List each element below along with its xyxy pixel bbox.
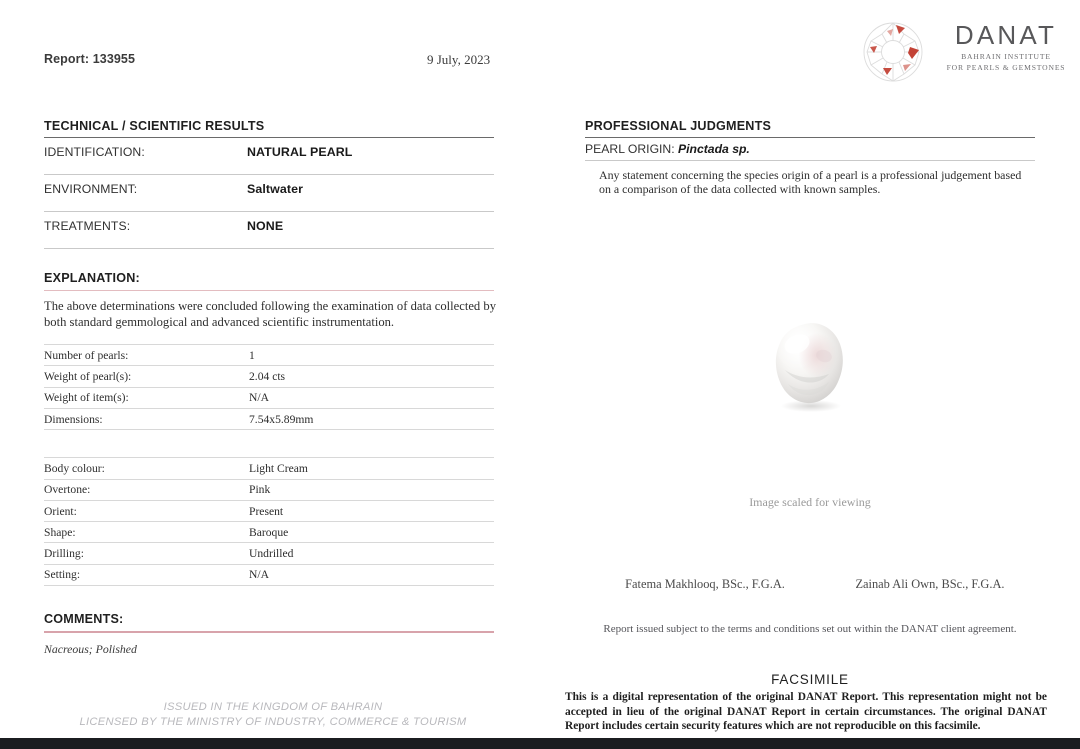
row-label: TREATMENTS: [44, 219, 131, 233]
signature-block [585, 577, 1035, 592]
detail-value: 1 [249, 348, 255, 362]
facsimile-disclaimer: This is a digital representation of the original DANAT Report. This representation might not be accepted in lieu of the original DANAT Report in certain circumstances. The original DANAT Report includes certain security features which are not reproducible on this facsimile. [565, 691, 1047, 733]
detail-label: Orient: [44, 504, 77, 518]
right-column [585, 119, 1035, 197]
facsimile-title: FACSIMILE [771, 672, 849, 687]
explanation-body: The above determinations were concluded following the examination of data collected by both standard gemmological and advanced scientific instrumentation. [44, 299, 496, 329]
detail-row [44, 480, 494, 500]
detail-value: Light Cream [249, 461, 308, 475]
details-group-one [44, 344, 494, 430]
technical-row-identification [44, 138, 494, 174]
image-caption: Image scaled for viewing [749, 495, 871, 509]
gem-facet-logo-icon [855, 16, 931, 88]
divider-accent [44, 631, 494, 633]
detail-value: Baroque [249, 525, 289, 539]
detail-row [44, 388, 494, 408]
detail-label: Drilling: [44, 547, 84, 561]
report-date: 9 July, 2023 [427, 52, 491, 67]
detail-label: Weight of item(s): [44, 391, 129, 405]
detail-label: Dimensions: [44, 412, 103, 426]
detail-label: Setting: [44, 568, 81, 582]
left-column [44, 119, 494, 657]
technical-row-environment [44, 175, 494, 211]
detail-label: Body colour: [44, 461, 105, 475]
detail-row [44, 409, 494, 429]
detail-value: 2.04 cts [249, 370, 286, 384]
row-label: IDENTIFICATION: [44, 145, 145, 159]
technical-results-heading: TECHNICAL / SCIENTIFIC RESULTS [44, 119, 265, 133]
bottom-bar [0, 738, 1080, 749]
row-value: Saltwater [247, 182, 303, 196]
pearl-image-area [585, 300, 1035, 520]
comments-body: Nacreous; Polished [44, 641, 137, 656]
signatory-right: Zainab Ali Own, BSc., F.G.A. [855, 577, 1005, 591]
detail-value: Undrilled [249, 547, 294, 561]
divider-accent [44, 290, 494, 291]
detail-row [44, 565, 494, 585]
danat-logo [855, 16, 1070, 88]
detail-value: Pink [249, 483, 271, 497]
detail-row [44, 522, 494, 542]
issued-line-2: LICENSED BY THE MINISTRY OF INDUSTRY, COMMERCE & TOURISM [79, 715, 467, 728]
terms-notice: Report issued subject to the terms and conditions set out within the DANAT client agreement. [603, 623, 1017, 635]
detail-row [44, 366, 494, 386]
row-label: ENVIRONMENT: [44, 182, 138, 196]
detail-value: Present [249, 504, 284, 518]
pearl-origin-label: PEARL ORIGIN: [585, 142, 675, 156]
technical-row-treatments [44, 212, 494, 248]
comments-heading: COMMENTS: [44, 612, 124, 627]
pearl-origin-row [585, 138, 1035, 160]
issued-line-1: ISSUED IN THE KINGDOM OF BAHRAIN [163, 701, 383, 713]
logo-wordmark [941, 22, 1071, 72]
detail-label: Weight of pearl(s): [44, 370, 132, 384]
detail-row [44, 458, 494, 478]
detail-label: Shape: [44, 525, 76, 539]
signatory-left: Fatema Makhlooq, BSc., F.G.A. [625, 577, 785, 591]
detail-row [44, 345, 494, 365]
detail-row [44, 543, 494, 563]
detail-value: N/A [249, 391, 269, 405]
divider [44, 585, 494, 586]
report-number: Report: 133955 [44, 52, 136, 66]
detail-label: Overtone: [44, 483, 91, 497]
logo-subtitle-2: FOR PEARLS & GEMSTONES [946, 63, 1066, 72]
explanation-heading: EXPLANATION: [44, 271, 140, 285]
pearl-photo [755, 318, 863, 414]
logo-title: DANAT [954, 20, 1058, 50]
details-group-two [44, 457, 494, 586]
detail-value: 7.54x5.89mm [249, 412, 314, 426]
issued-footer [48, 700, 498, 729]
detail-row [44, 501, 494, 521]
pearl-origin-value: Pinctada sp. [678, 142, 750, 156]
professional-judgments-note: Any statement concerning the species origin of a pearl is a professional judgement based on a comparison of the data collected with known samples. [599, 168, 1022, 197]
detail-value: N/A [249, 568, 269, 582]
row-value: NONE [247, 219, 284, 233]
divider [44, 248, 494, 249]
detail-label: Number of pearls: [44, 348, 129, 362]
divider [585, 160, 1035, 161]
row-value: NATURAL PEARL [247, 145, 353, 159]
professional-judgments-heading: PROFESSIONAL JUDGMENTS [585, 119, 772, 133]
logo-subtitle-1: BAHRAIN INSTITUTE [961, 52, 1051, 61]
